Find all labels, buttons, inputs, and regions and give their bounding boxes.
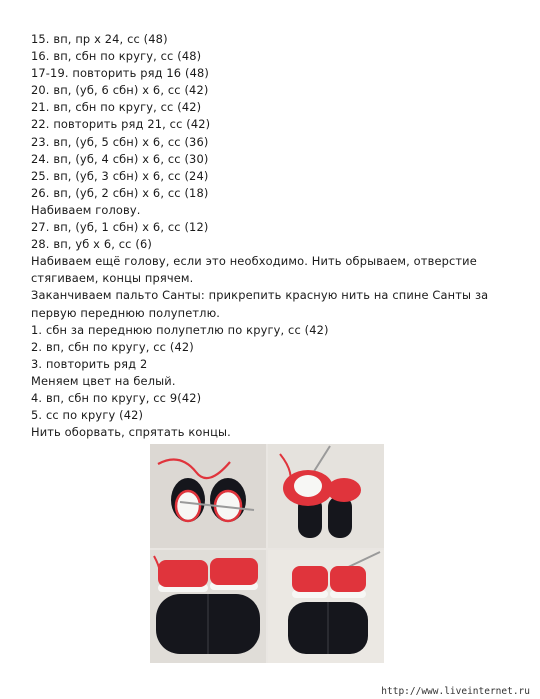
- instruction-line: Набиваем ещё голову, если это необходимо. Нить обрываем, отверстие: [31, 254, 477, 269]
- instruction-line: 4. вп, сбн по кругу, сс 9(42): [31, 390, 202, 405]
- photo-joining-legs: [150, 444, 266, 548]
- instruction-line: стягиваем, концы прячем.: [31, 271, 194, 286]
- photo-joined-legs: [268, 444, 384, 548]
- instruction-line: Меняем цвет на белый.: [31, 373, 176, 388]
- instruction-line: Набиваем голову.: [31, 202, 141, 217]
- instruction-line: 22. повторить ряд 21, сс (42): [31, 117, 211, 132]
- instruction-line: 20. вп, (уб, 6 сбн) х 6, сс (42): [31, 83, 209, 98]
- instruction-line: 17-19. повторить ряд 16 (48): [31, 66, 209, 81]
- instruction-line: Нить оборвать, спрятать концы.: [31, 425, 231, 440]
- instruction-line: 1. сбн за переднюю полупетлю по кругу, сс (42): [31, 322, 329, 337]
- instructions-text: [31, 31, 521, 441]
- watermark: http://www.liveinternet.ru: [381, 686, 530, 697]
- instruction-line: 26. вп, (уб, 2 сбн) х 6, сс (18): [31, 185, 209, 200]
- instruction-line: 24. вп, (уб, 4 сбн) х 6, сс (30): [31, 151, 209, 166]
- instruction-line: 27. вп, (уб, 1 сбн) х 6, сс (12): [31, 220, 209, 235]
- instruction-line: 2. вп, сбн по кругу, сс (42): [31, 339, 194, 354]
- instruction-line: 23. вп, (уб, 5 сбн) х 6, сс (36): [31, 134, 209, 149]
- photo-collage: [150, 444, 384, 663]
- instruction-line: 28. вп, уб х 6, сс (6): [31, 237, 152, 252]
- instruction-line: 5. сс по кругу (42): [31, 408, 144, 423]
- instruction-line: 16. вп, сбн по кругу, сс (48): [31, 49, 202, 64]
- instruction-line: 21. вп, сбн по кругу, сс (42): [31, 100, 202, 115]
- photo-finished-legs: [268, 550, 384, 663]
- photo-white-trim: [150, 550, 266, 663]
- instruction-line: 25. вп, (уб, 3 сбн) х 6, сс (24): [31, 168, 209, 183]
- instruction-line: первую переднюю полупетлю.: [31, 305, 221, 320]
- instruction-line: Заканчиваем пальто Санты: прикрепить красную нить на спине Санты за: [31, 288, 489, 303]
- instruction-line: 15. вп, пр х 24, сс (48): [31, 32, 168, 46]
- instruction-line: 3. повторить ряд 2: [31, 356, 148, 371]
